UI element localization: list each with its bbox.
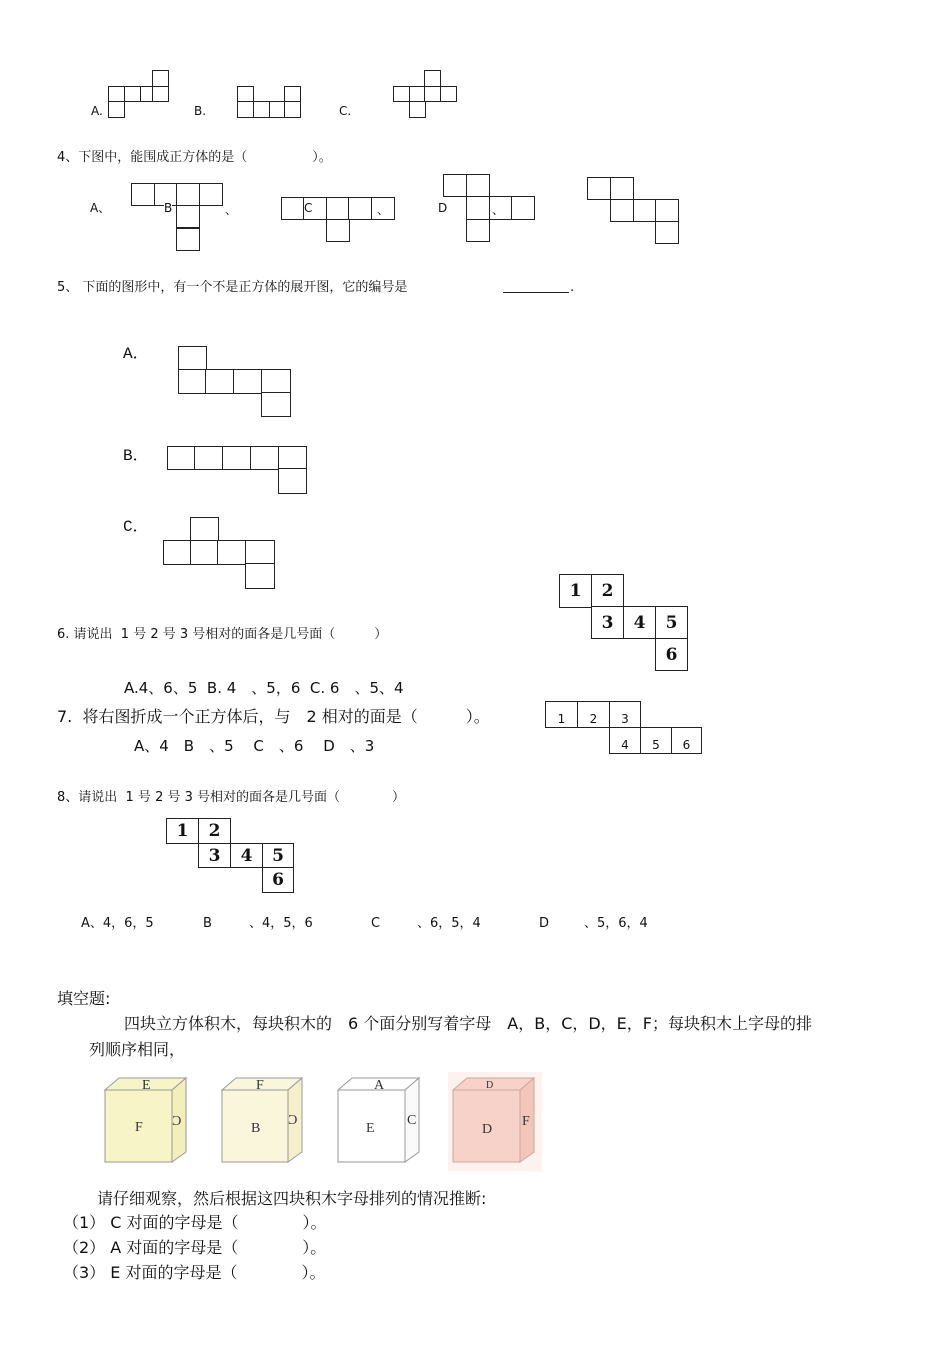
q8-answer-b-letter: B xyxy=(203,916,212,931)
fill-observe: 请仔细观察，然后根据这四块积木字母排列的情况推断: xyxy=(97,1189,487,1208)
q6-face-6: 6 xyxy=(655,638,688,671)
fill-item-3: （3） E 对面的字母是（ ）。 xyxy=(63,1263,326,1282)
fill-intro-line2: 列顺序相同， xyxy=(89,1040,186,1059)
q5-question: 5、 下面的图形中，有一个不是正方体的展开图，它的编号是 xyxy=(57,280,408,295)
q7-face-3: 3 xyxy=(609,701,641,728)
q8-face-1: 1 xyxy=(166,818,199,844)
fill-heading: 填空题: xyxy=(57,989,111,1008)
q6-face-5: 5 xyxy=(655,606,688,639)
q8-face-2: 2 xyxy=(198,818,231,844)
cube-3-top: A xyxy=(374,1078,385,1093)
q8-face-4: 4 xyxy=(230,843,263,868)
q5-option-c-label: C． xyxy=(123,518,149,536)
q4-label-a: A、 xyxy=(90,201,111,215)
cube-2-top: F xyxy=(256,1078,264,1093)
q6-question: 6. 请说出 1 号 2 号 3 号相对的面各是几号面（ ） xyxy=(57,627,388,642)
q8-answer-c: 、6，5，4 xyxy=(417,916,481,931)
cube-4-side: F xyxy=(522,1114,530,1129)
q5-option-a-label: A． xyxy=(123,345,149,363)
q8-answer-d: 、5，6，4 xyxy=(584,916,648,931)
q6-face-1: 1 xyxy=(559,574,592,608)
q6-face-3: 3 xyxy=(591,606,624,639)
q3-option-c-label: C. xyxy=(339,104,352,118)
q6-answers: A.4、6、5 B. 4 、5，6 C. 6 、5、4 xyxy=(124,679,404,697)
cube-3-front: E xyxy=(366,1121,375,1136)
q4-sep-1: 、 xyxy=(225,203,238,217)
cube-1-top: E xyxy=(142,1078,151,1093)
cube-2-side: C xyxy=(288,1113,298,1128)
fill-item-1: （1） C 对面的字母是（ ）。 xyxy=(63,1213,327,1232)
q8-answer-a: A、4，6，5 xyxy=(81,916,154,931)
q3-option-a-label: A. xyxy=(91,104,103,118)
cube-4-top: D xyxy=(486,1078,494,1089)
q7-face-1: 1 xyxy=(545,701,578,728)
q4-label-b: B xyxy=(164,201,173,215)
fill-intro-line1: 四块立方体积木，每块积木的 6 个面分别写着字母 A，B，C，D，E，F；每块积木上字母的排 xyxy=(124,1014,812,1033)
cube-3-side: C xyxy=(407,1113,417,1128)
cube-4 xyxy=(448,1072,543,1167)
q5-option-b-label: B． xyxy=(123,447,149,465)
q8-face-6: 6 xyxy=(262,867,294,893)
q3-option-b-label: B. xyxy=(194,104,207,118)
q8-answer-b: 、4，5，6 xyxy=(249,916,313,931)
fill-item-2: （2） A 对面的字母是（ ）。 xyxy=(63,1238,327,1257)
q7-face-4: 4 xyxy=(609,727,641,754)
q7-face-5: 5 xyxy=(640,727,672,754)
q4-label-c: C xyxy=(304,201,313,215)
q6-face-4: 4 xyxy=(623,606,656,639)
q8-answer-c-letter: C xyxy=(371,916,381,931)
q8-question: 8、请说出 1 号 2 号 3 号相对的面各是几号面（ ） xyxy=(57,790,406,805)
q4-sep-3: 、 xyxy=(492,203,505,217)
q5-period: . xyxy=(570,280,575,295)
q7-answers: A、4 B 、5 C 、6 D 、3 xyxy=(134,737,375,755)
cube-1 xyxy=(100,1072,195,1167)
cube-2 xyxy=(218,1072,313,1167)
q5-answer-blank xyxy=(503,292,569,293)
cube-1-side: C xyxy=(172,1114,182,1129)
q8-face-3: 3 xyxy=(198,843,231,868)
q4-question: 4、下图中，能围成正方体的是（ ）。 xyxy=(57,150,332,165)
q8-answer-d-letter: D xyxy=(539,916,550,931)
q8-face-5: 5 xyxy=(262,843,294,868)
q7-face-6: 6 xyxy=(671,727,702,754)
cube-2-front: B xyxy=(251,1121,261,1136)
q7-face-2: 2 xyxy=(577,701,610,728)
q7-question: 7. 将右图折成一个正方体后，与 2 相对的面是（ ）。 xyxy=(57,707,490,726)
cube-3 xyxy=(334,1072,429,1167)
q4-sep-2: 、 xyxy=(377,203,390,217)
cube-4-front: D xyxy=(482,1122,493,1137)
cube-1-front: F xyxy=(135,1120,143,1135)
q6-face-2: 2 xyxy=(591,574,624,608)
q4-label-d: D xyxy=(438,201,448,215)
